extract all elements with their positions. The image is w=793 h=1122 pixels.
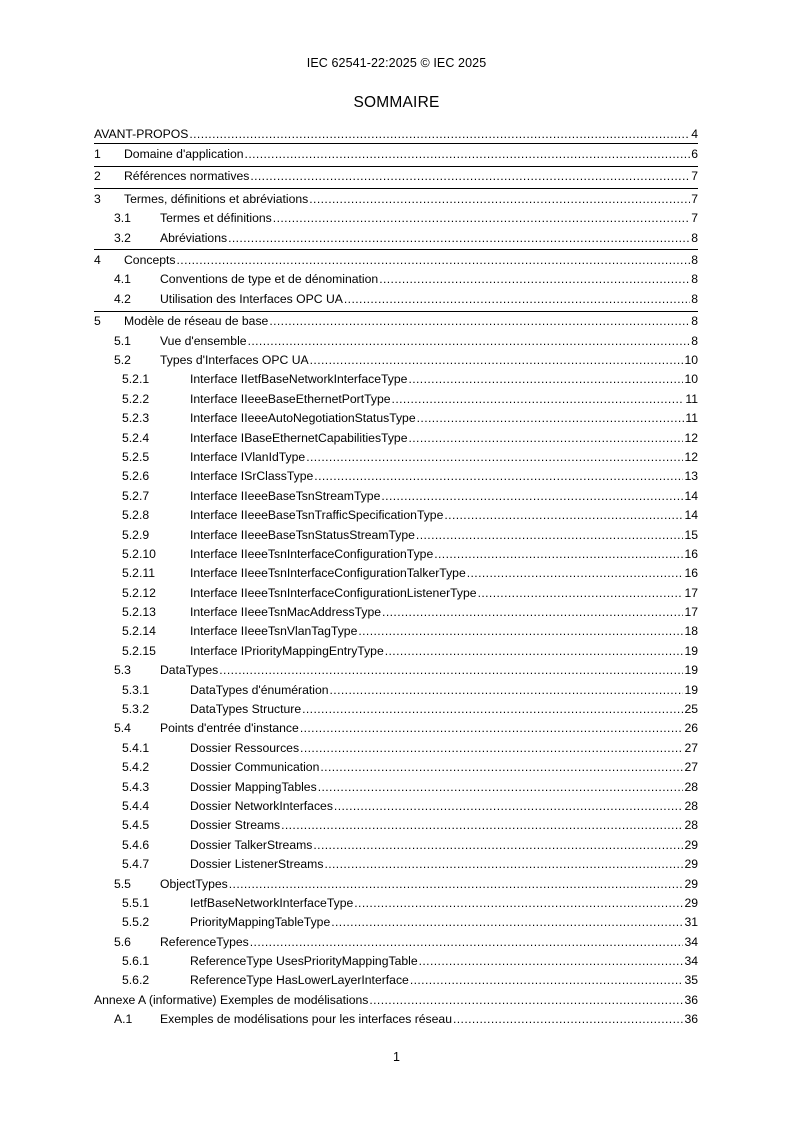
- dot-leader: [478, 586, 684, 600]
- dot-leader: [269, 314, 690, 328]
- toc-entry[interactable]: [94, 641, 698, 660]
- toc-entry[interactable]: [94, 428, 698, 447]
- dot-leader: [229, 877, 684, 891]
- dot-leader: [313, 838, 683, 852]
- toc-entry-page: 16: [684, 566, 698, 581]
- toc-entry-number: 5.4.3: [122, 779, 150, 794]
- toc-entry[interactable]: [94, 777, 698, 796]
- toc-entry-page: 19: [684, 663, 698, 678]
- toc-entry[interactable]: [94, 467, 698, 486]
- toc-entry-number: 3: [94, 191, 101, 206]
- toc-entry-number: 5.4.2: [122, 760, 150, 775]
- toc-entry-title: Interface IIeeeAutoNegotiationStatusType: [190, 411, 416, 426]
- toc-entry-title: Interface ISrClassType: [190, 469, 314, 484]
- toc-entry-number: 1: [94, 147, 101, 162]
- toc-entry-page: 27: [684, 740, 698, 755]
- toc-entry-title: Interface IIeeeTsnMacAddressType: [190, 605, 382, 620]
- toc-entry-title: Interface IIeeeTsnInterfaceConfigurationListenerType: [190, 585, 477, 600]
- toc-entry-title: AVANT-PROPOS: [94, 126, 189, 141]
- toc-entry[interactable]: [94, 913, 698, 932]
- toc-entry-page: 28: [684, 779, 698, 794]
- toc-entry-page: 17: [684, 585, 698, 600]
- toc-entry-title: Dossier Communication: [190, 760, 320, 775]
- toc-entry-number: 5.2.11: [122, 566, 155, 581]
- toc-entry-number: 5.2.5: [122, 449, 150, 464]
- toc-entry-page: 14: [684, 508, 698, 523]
- toc-entry-page: 18: [684, 624, 698, 639]
- toc-entry[interactable]: [94, 188, 698, 208]
- toc-entry-number: 5.6.1: [122, 954, 150, 969]
- toc-entry-title: Abréviations: [160, 230, 228, 245]
- toc-entry-number: 5.3.2: [122, 702, 150, 717]
- toc-entry-title: ReferenceType UsesPriorityMappingTable: [190, 954, 418, 969]
- toc-entry-title: ObjectTypes: [160, 876, 228, 891]
- toc-entry-title: Conventions de type et de dénomination: [160, 272, 379, 287]
- toc-entry[interactable]: [94, 893, 698, 912]
- dot-leader: [467, 566, 684, 580]
- dot-leader: [189, 127, 690, 141]
- dot-leader: [250, 169, 690, 183]
- toc-entry-title: Interface IVlanIdType: [190, 449, 306, 464]
- toc-entry-page: 19: [684, 643, 698, 658]
- toc-entry[interactable]: [94, 816, 698, 835]
- toc-entry[interactable]: [94, 758, 698, 777]
- toc-entry-page: 6: [691, 147, 698, 162]
- toc-entry-title: Exemples de modélisations pour les interfaces réseau: [160, 1012, 452, 1027]
- toc-entry-page: 10: [684, 352, 698, 367]
- toc-entry-page: 8: [691, 314, 698, 329]
- toc-entry-page: 29: [684, 837, 698, 852]
- dot-leader: [444, 508, 683, 522]
- dot-leader: [419, 954, 684, 968]
- toc-entry[interactable]: [94, 564, 698, 583]
- toc-entry-number: 5.2.10: [122, 546, 156, 561]
- toc-entry[interactable]: [94, 447, 698, 466]
- toc-entry-number: 5.2.15: [122, 643, 156, 658]
- dot-leader: [417, 411, 685, 425]
- toc-entry-title: Interface IIetfBaseNetworkInterfaceType: [190, 372, 408, 387]
- toc-entry[interactable]: [94, 680, 698, 699]
- toc-entry-title: Interface IBaseEthernetCapabilitiesType: [190, 430, 408, 445]
- toc-entry-title: Points d'entrée d'instance: [160, 721, 299, 736]
- toc-entry[interactable]: [94, 209, 698, 228]
- toc-entry-page: 16: [684, 546, 698, 561]
- toc-entry-title: Interface IIeeeTsnInterfaceConfigurationTalkerType: [190, 566, 466, 581]
- document-header: IEC 62541-22:2025 © IEC 2025: [306, 56, 487, 70]
- toc-entry-page: 28: [684, 818, 698, 833]
- toc-entry-page: 8: [691, 272, 698, 287]
- toc-entry-number: 5.2.6: [122, 469, 150, 484]
- toc-entry-number: 5.2.1: [122, 372, 150, 387]
- dot-leader: [408, 431, 683, 445]
- toc-entry-page: 36: [684, 1012, 698, 1027]
- toc-entry-number: 5.6: [114, 934, 131, 949]
- toc-entry-title: DataTypes d'énumération: [190, 682, 329, 697]
- toc-entry-number: 5.5.1: [122, 895, 150, 910]
- toc-entry[interactable]: [94, 1010, 698, 1029]
- toc-entry-number: 5.4.5: [122, 818, 150, 833]
- toc-entry[interactable]: [94, 990, 698, 1009]
- dot-leader: [250, 935, 684, 949]
- toc-entry-page: 29: [684, 857, 698, 872]
- toc-entry-page: 34: [684, 934, 698, 949]
- toc-entry-title: PriorityMappingTableType: [190, 915, 331, 930]
- toc-entry-number: 5.2.8: [122, 508, 150, 523]
- toc-entry-title: IetfBaseNetworkInterfaceType: [190, 895, 354, 910]
- toc-entry[interactable]: [94, 270, 698, 289]
- toc-entry-number: 5.5.2: [122, 915, 150, 930]
- toc-entry-page: 11: [685, 391, 698, 406]
- toc-entry-title: Interface IIeeeBaseTsnTrafficSpecificationType: [190, 508, 444, 523]
- dot-leader: [408, 372, 683, 386]
- toc-entry-number: 5.2.7: [122, 488, 150, 503]
- dot-leader: [330, 683, 684, 697]
- toc-entry-title: Dossier NetworkInterfaces: [190, 798, 333, 813]
- toc-entry[interactable]: [94, 544, 698, 563]
- toc-entry-title: Interface IIeeeBaseTsnStatusStreamType: [190, 527, 415, 542]
- dot-leader: [331, 915, 683, 929]
- dot-leader: [177, 253, 691, 267]
- toc-entry-title: Utilisation des Interfaces OPC UA: [160, 291, 343, 306]
- dot-leader: [320, 760, 683, 774]
- toc-entry-page: 8: [691, 253, 698, 268]
- dot-leader: [410, 973, 684, 987]
- toc-entry[interactable]: [94, 289, 698, 308]
- toc-entry-number: 5.4.7: [122, 857, 150, 872]
- dot-leader: [228, 231, 690, 245]
- toc-entry-number: 5.2.4: [122, 430, 150, 445]
- toc-entry-title: Interface IIeeeTsnVlanTagType: [190, 624, 358, 639]
- toc-entry-page: 14: [684, 488, 698, 503]
- toc-entry[interactable]: [94, 932, 698, 951]
- dot-leader: [273, 211, 690, 225]
- dot-leader: [382, 605, 683, 619]
- toc-entry-number: 5.4.1: [122, 740, 150, 755]
- toc-entry-number: A.1: [114, 1012, 133, 1027]
- dot-leader: [354, 896, 683, 910]
- toc-entry-number: 5.2.3: [122, 411, 150, 426]
- toc-entry-page: 29: [684, 895, 698, 910]
- toc-entry-number: 4: [94, 253, 101, 268]
- toc-entry[interactable]: [94, 854, 698, 873]
- toc-entry-page: 15: [684, 527, 698, 542]
- dot-leader: [314, 469, 683, 483]
- toc-entry-number: 5.4.4: [122, 798, 150, 813]
- toc-entry-page: 31: [684, 915, 698, 930]
- toc-entry-number: 5.3: [114, 663, 131, 678]
- dot-leader: [324, 857, 683, 871]
- toc-entry-number: 5.4.6: [122, 837, 150, 852]
- toc-entry-number: 5.2.9: [122, 527, 150, 542]
- dot-leader: [318, 780, 684, 794]
- toc-entry-page: 8: [691, 333, 698, 348]
- toc-entry[interactable]: [94, 143, 698, 163]
- toc-entry-page: 36: [684, 992, 698, 1007]
- toc-entry-title: Références normatives: [124, 169, 250, 184]
- toc-entry-page: 8: [691, 230, 698, 245]
- toc-entry-page: 19: [684, 682, 698, 697]
- toc-entry-page: 8: [691, 291, 698, 306]
- toc-entry[interactable]: [94, 389, 698, 408]
- toc-entry-number: 4.2: [114, 291, 131, 306]
- toc-entry-title: DataTypes Structure: [190, 702, 302, 717]
- toc-entry[interactable]: [94, 505, 698, 524]
- table-of-contents: [94, 124, 698, 1029]
- toc-entry[interactable]: [94, 738, 698, 757]
- toc-entry[interactable]: [94, 124, 698, 143]
- toc-entry-title: Termes, définitions et abréviations: [124, 191, 309, 206]
- toc-entry-title: ReferenceType HasLowerLayerInterface: [190, 973, 409, 988]
- dot-leader: [302, 702, 683, 716]
- toc-entry-title: Concepts: [124, 253, 176, 268]
- toc-entry-title: Modèle de réseau de base: [124, 314, 269, 329]
- toc-entry[interactable]: [94, 228, 698, 247]
- toc-entry-title: Termes et définitions: [160, 211, 272, 226]
- toc-entry-page: 29: [684, 876, 698, 891]
- toc-entry-page: 25: [684, 702, 698, 717]
- toc-entry-page: 35: [684, 973, 698, 988]
- dot-leader: [385, 644, 684, 658]
- toc-entry-title: Dossier ListenerStreams: [190, 857, 324, 872]
- dot-leader: [369, 993, 683, 1007]
- toc-entry[interactable]: [94, 525, 698, 544]
- toc-entry-title: Annexe A (informative) Exemples de modélisations: [94, 992, 369, 1007]
- page-title: SOMMAIRE: [353, 94, 440, 111]
- dot-leader: [310, 353, 684, 367]
- toc-entry-number: 3.2: [114, 230, 131, 245]
- toc-entry[interactable]: [94, 350, 698, 369]
- toc-entry[interactable]: [94, 166, 698, 186]
- toc-entry-page: 12: [684, 430, 698, 445]
- toc-entry-title: Dossier Streams: [190, 818, 281, 833]
- toc-entry-title: Dossier MappingTables: [190, 779, 317, 794]
- toc-entry[interactable]: [94, 874, 698, 893]
- dot-leader: [358, 624, 683, 638]
- dot-leader: [300, 741, 683, 755]
- toc-entry[interactable]: [94, 622, 698, 641]
- toc-entry-number: 5.1: [114, 333, 131, 348]
- toc-entry-title: Dossier TalkerStreams: [190, 837, 313, 852]
- toc-entry[interactable]: [94, 796, 698, 815]
- toc-entry[interactable]: [94, 719, 698, 738]
- dot-leader: [300, 721, 684, 735]
- dot-leader: [381, 489, 683, 503]
- toc-entry-number: 4.1: [114, 272, 131, 287]
- toc-entry[interactable]: [94, 311, 698, 331]
- toc-entry-page: 7: [691, 191, 698, 206]
- dot-leader: [434, 547, 683, 561]
- toc-entry-title: Types d'Interfaces OPC UA: [160, 352, 309, 367]
- toc-entry-number: 5.2.14: [122, 624, 156, 639]
- toc-entry-title: Vue d'ensemble: [160, 333, 247, 348]
- dot-leader: [248, 334, 691, 348]
- toc-entry[interactable]: [94, 971, 698, 990]
- toc-entry-number: 5.2.12: [122, 585, 156, 600]
- toc-entry[interactable]: [94, 602, 698, 621]
- toc-entry-page: 7: [691, 169, 698, 184]
- toc-entry[interactable]: [94, 486, 698, 505]
- toc-entry[interactable]: [94, 408, 698, 427]
- toc-entry-title: Interface IIeeeTsnInterfaceConfigurationType: [190, 546, 434, 561]
- dot-leader: [453, 1012, 683, 1026]
- toc-entry[interactable]: [94, 661, 698, 680]
- dot-leader: [219, 663, 683, 677]
- toc-entry-page: 27: [684, 760, 698, 775]
- toc-entry-number: 2: [94, 169, 101, 184]
- toc-entry-title: DataTypes: [160, 663, 219, 678]
- toc-entry[interactable]: [94, 370, 698, 389]
- toc-entry-number: 5.5: [114, 876, 131, 891]
- toc-entry[interactable]: [94, 951, 698, 970]
- dot-leader: [379, 272, 690, 286]
- toc-entry[interactable]: [94, 583, 698, 602]
- dot-leader: [309, 192, 690, 206]
- toc-entry-number: 5.2.13: [122, 605, 156, 620]
- dot-leader: [416, 528, 684, 542]
- toc-entry-title: ReferenceTypes: [160, 934, 249, 949]
- toc-entry-number: 5.2: [114, 352, 131, 367]
- toc-entry[interactable]: [94, 331, 698, 350]
- toc-entry-page: 28: [684, 798, 698, 813]
- toc-entry[interactable]: [94, 835, 698, 854]
- toc-entry-number: 5.6.2: [122, 973, 150, 988]
- toc-entry-number: 3.1: [114, 211, 131, 226]
- dot-leader: [334, 799, 684, 813]
- page-number: 1: [393, 1050, 400, 1064]
- toc-entry-title: Interface IPriorityMappingEntryType: [190, 643, 384, 658]
- toc-entry-number: 5.2.2: [122, 391, 150, 406]
- dot-leader: [392, 392, 685, 406]
- toc-entry-number: 5.3.1: [122, 682, 150, 697]
- toc-entry-number: 5: [94, 314, 101, 329]
- toc-entry-title: Domaine d'application: [124, 147, 244, 162]
- toc-entry[interactable]: [94, 699, 698, 718]
- toc-entry-page: 17: [684, 605, 698, 620]
- dot-leader: [281, 818, 683, 832]
- dot-leader: [306, 450, 683, 464]
- toc-entry-page: 4: [691, 126, 698, 141]
- dot-leader: [245, 147, 691, 161]
- toc-entry-page: 34: [684, 954, 698, 969]
- toc-entry[interactable]: [94, 249, 698, 269]
- toc-entry-page: 10: [684, 372, 698, 387]
- toc-entry-number: 5.4: [114, 721, 131, 736]
- toc-entry-page: 26: [684, 721, 698, 736]
- dot-leader: [344, 292, 690, 306]
- toc-entry-page: 12: [684, 449, 698, 464]
- toc-entry-page: 13: [684, 469, 698, 484]
- toc-entry-title: Dossier Ressources: [190, 740, 300, 755]
- toc-entry-page: 7: [691, 211, 698, 226]
- toc-entry-title: Interface IIeeeBaseTsnStreamType: [190, 488, 381, 503]
- toc-entry-page: 11: [685, 411, 698, 426]
- toc-entry-title: Interface IIeeeBaseEthernetPortType: [190, 391, 391, 406]
